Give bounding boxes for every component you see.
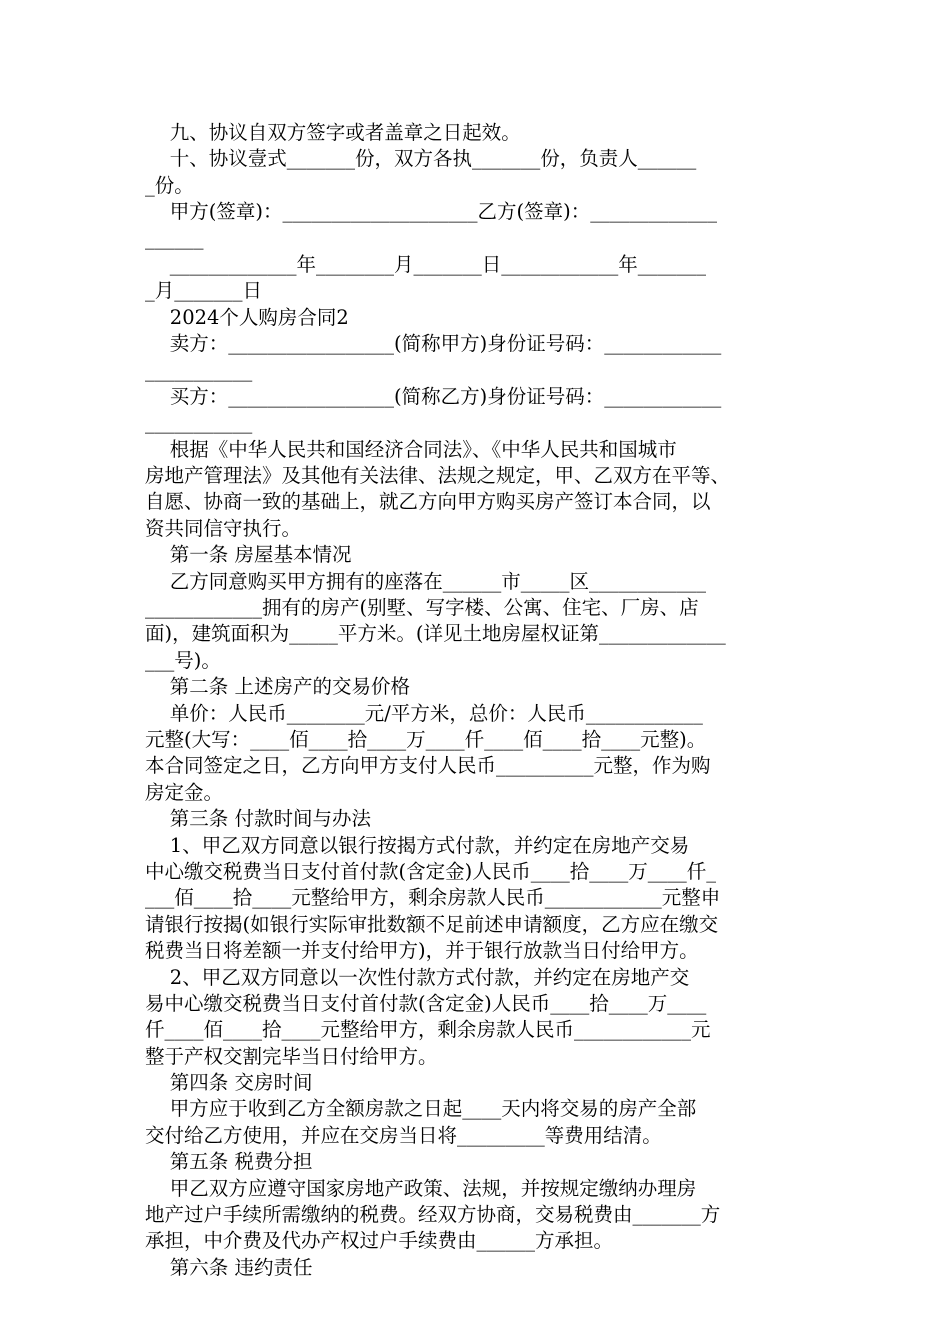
article-3-item-1-line-2: 中心缴交税费当日支付首付款(含定金)人民币____拾____万____仟_ [145,859,716,883]
article-1-heading: 第一条 房屋基本情况 [145,543,352,567]
article-3-item-2-line-3: 仟____佰____拾____元整给甲方，剩余房款人民币____________元 [145,1018,711,1042]
article-5-heading: 第五条 税费分担 [145,1150,313,1174]
date-line-cont: _月_______日 [145,279,263,303]
preamble-line-4: 资共同信守执行。 [145,516,302,540]
preamble-line-1: 根据《中华人民共和国经济合同法》、《中华人民共和国城市 [145,437,677,461]
article-1-line-4: ___号)。 [145,648,221,672]
article-3-item-2-line-4: 整于产权交割完毕当日付给甲方。 [145,1044,438,1068]
article-2-line-2: 元整(大写：____佰____拾____万____仟____佰____拾____元整)。 [145,727,707,751]
document-body [145,120,808,1281]
seller-line-cont: ___________ [145,358,253,382]
clause-9: 九、协议自双方签字或者盖章之日起效。 [145,121,521,144]
article-3-item-1-line-1: 1、甲乙双方同意以银行按揭方式付款，并约定在房地产交易 [145,833,690,857]
buyer-line: 买方：_________________(简称乙方)身份证号码：____________ [145,384,722,408]
clause-10: 十、协议壹式_______份，双方各执_______份，负责人______ [145,147,697,171]
article-1-line-2: ____________拥有的房产(别墅、写字楼、公寓、住宅、厂房、店 [145,596,699,620]
signature-line-cont: ______ [145,226,204,250]
article-3-heading: 第三条 付款时间与办法 [145,807,371,831]
article-1-line-3: 面)，建筑面积为_____平方米。(详见土地房屋权证第_____________ [145,622,726,646]
seller-line: 卖方：_________________(简称甲方)身份证号码：____________ [145,332,722,356]
preamble-line-3: 自愿、协商一致的基础上，就乙方向甲方购买房产签订本合同，以 [145,490,711,514]
article-4-line-2: 交付给乙方使用，并应在交房当日将_________等费用结清。 [145,1123,662,1147]
article-5-line-1: 甲乙双方应遵守国家房地产政策、法规，并按规定缴纳办理房 [145,1176,697,1200]
article-5-line-2: 地产过户手续所需缴纳的税费。经双方协商，交易税费由_______方 [145,1203,721,1227]
article-6-heading: 第六条 违约责任 [145,1255,313,1279]
article-2-heading: 第二条 上述房产的交易价格 [145,675,410,699]
article-3-item-1-line-5: 税费当日将差额一并支付给甲方)，并于银行放款当日付给甲方。 [145,939,699,963]
article-4-heading: 第四条 交房时间 [145,1071,313,1095]
article-1-line-1: 乙方同意购买甲方拥有的座落在______市_____区____________ [145,569,707,593]
buyer-line-cont: ___________ [145,411,253,435]
contract-title: 2024个人购房合同2 [145,305,349,329]
article-4-line-1: 甲方应于收到乙方全额房款之日起____天内将交易的房产全部 [145,1097,697,1121]
article-3-item-1-line-4: 请银行按揭(如银行实际审批数额不足前述申请额度，乙方应在缴交 [145,912,719,936]
article-2-line-4: 房定金。 [145,780,224,804]
article-2-line-3: 本合同签定之日，乙方向甲方支付人民币__________元整，作为购 [145,754,711,778]
clause-10-cont: _份。 [145,173,194,197]
date-line: _____________年________月_______日____________年_______ [145,252,707,276]
article-3-item-2-line-2: 易中心缴交税费当日支付首付款(含定金)人民币____拾____万____ [145,991,707,1015]
preamble-line-2: 房地产管理法》及其他有关法律、法规之规定，甲、乙双方在平等、 [145,464,731,488]
article-3-item-1-line-3: ___佰____拾____元整给甲方，剩余房款人民币____________元整申 [145,886,721,910]
signature-line: 甲方(签章)：____________________乙方(签章)：_____________ [145,200,717,224]
article-3-item-2-line-1: 2、甲乙双方同意以一次性付款方式付款，并约定在房地产交 [145,965,690,989]
article-2-line-1: 单价：人民币________元/平方米，总价：人民币____________ [145,701,703,725]
article-5-line-3: 承担，中介费及代办产权过户手续费由______方承担。 [145,1229,614,1253]
